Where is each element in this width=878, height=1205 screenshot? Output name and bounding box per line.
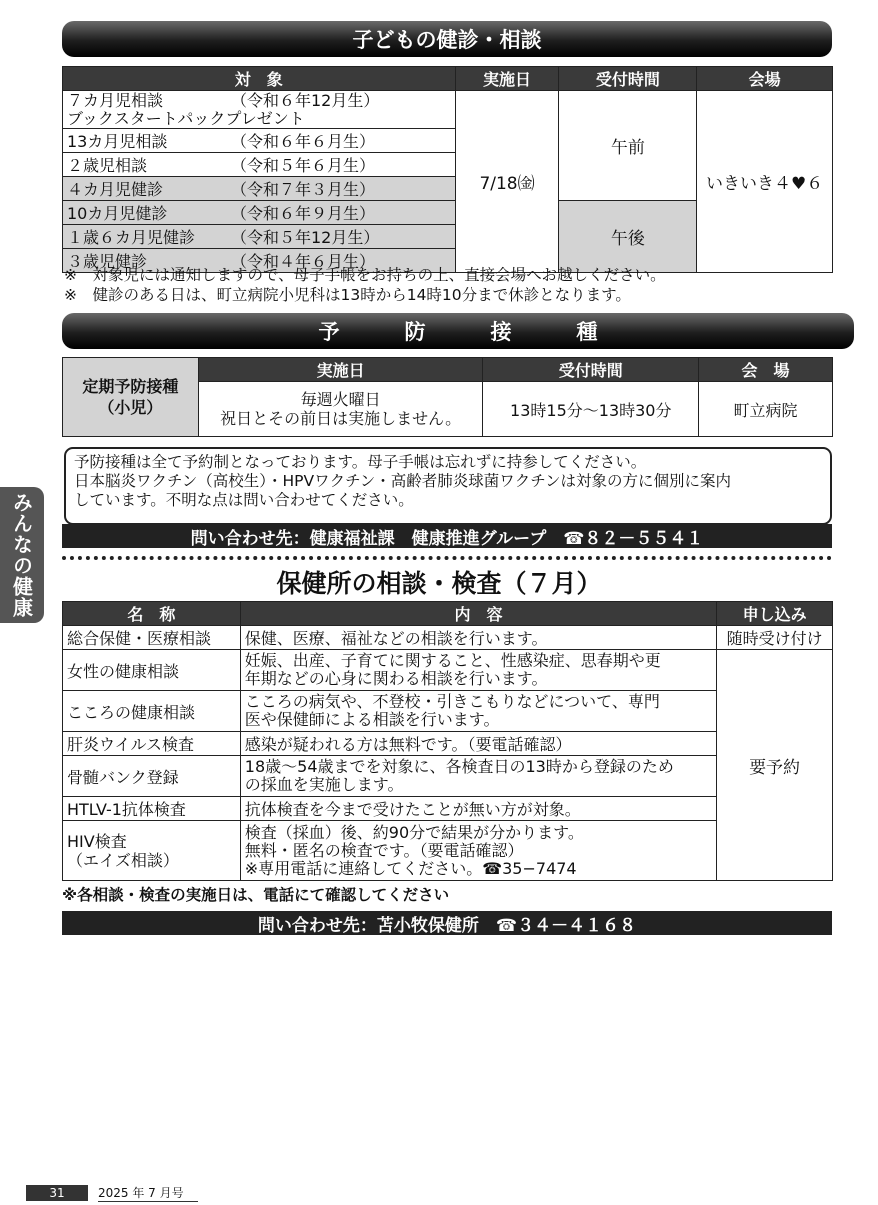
table-row: 女性の健康相談 bbox=[63, 650, 241, 691]
checkups-title: 子どもの健診・相談 bbox=[62, 21, 832, 57]
checkup-date: 7/18㈮ bbox=[455, 91, 559, 273]
header-venue: 会場 bbox=[697, 67, 833, 91]
table-row: 感染が疑われる方は無料です。（要電話確認） bbox=[240, 732, 716, 756]
vac-header-date: 実施日 bbox=[198, 358, 483, 382]
table-row: 18歳～54歳までを対象に、各検査日の13時から登録のため の採血を実施します。 bbox=[240, 756, 716, 797]
health-center-title: 保健所の相談・検査（７月） bbox=[276, 569, 602, 598]
vac-header-time: 受付時間 bbox=[483, 358, 699, 382]
health-center-note: ※各相談・検査の実施日は、電話にて確認してください bbox=[62, 886, 450, 904]
checkup-venue: いきいき４♥６ bbox=[697, 91, 833, 273]
table-row: 抗体検査を今まで受けたことが無い方が対象。 bbox=[240, 797, 716, 821]
table-row: こころの病気や、不登校・引きこもりなどについて、専門 医や保健師による相談を行います。 bbox=[240, 691, 716, 732]
vaccination-date: 毎週火曜日 祝日とその前日は実施しません。 bbox=[198, 382, 483, 437]
apply-reserve: 要予約 bbox=[717, 650, 833, 881]
table-row: 13カ月児相談 （令和６年６月生） bbox=[63, 129, 456, 153]
checkups-table bbox=[62, 66, 833, 273]
vaccination-venue: 町立病院 bbox=[699, 382, 833, 437]
page-number: 31 bbox=[26, 1185, 88, 1201]
table-row: １歳６カ月児健診 （令和５年12月生） bbox=[63, 225, 456, 249]
issue-label: 2025 年 7 月号 bbox=[98, 1184, 198, 1202]
header-target: 対 象 bbox=[63, 67, 456, 91]
table-row: ２歳児相談 （令和５年６月生） bbox=[63, 153, 456, 177]
table-row: ４カ月児健診 （令和７年３月生） bbox=[63, 177, 456, 201]
table-row: ３歳児健診 （令和４年６月生） bbox=[63, 249, 456, 273]
table-row: 検査（採血）後、約90分で結果が分かります。 無料・匿名の検査です。（要電話確認） ※専用電話に連絡してください。☎35−7474 bbox=[240, 821, 716, 881]
hc-header-content: 内 容 bbox=[240, 602, 716, 626]
vaccination-table bbox=[62, 357, 833, 437]
table-row: 妊娠、出産、子育てに関すること、性感染症、思春期や更 年期などの心身に関わる相談を行います。 bbox=[240, 650, 716, 691]
table-row: 骨髄バンク登録 bbox=[63, 756, 241, 797]
time-afternoon: 午後 bbox=[559, 201, 697, 273]
health-center-table bbox=[62, 601, 833, 881]
apply-anytime: 随時受け付け bbox=[717, 626, 833, 650]
hc-header-name: 名 称 bbox=[63, 602, 241, 626]
vaccination-title: 予 防 接 種 bbox=[62, 313, 854, 349]
header-time: 受付時間 bbox=[559, 67, 697, 91]
table-row: こころの健康相談 bbox=[63, 691, 241, 732]
table-row: 肝炎ウイルス検査 bbox=[63, 732, 241, 756]
health-center-contact: 問い合わせ先：苫小牧保健所 ☎３４－４１６８ bbox=[62, 911, 832, 935]
table-row: HTLV-1抗体検査 bbox=[63, 797, 241, 821]
header-date: 実施日 bbox=[455, 67, 559, 91]
time-morning: 午前 bbox=[559, 91, 697, 201]
vac-header-venue: 会 場 bbox=[699, 358, 833, 382]
vaccination-contact: 問い合わせ先：健康福祉課 健康推進グループ ☎８２－５５４１ bbox=[62, 524, 832, 548]
checkups-note-1: ※ 対象児には通知しますので、母子手帳をお持ちの上、直接会場へお越しください。 bbox=[64, 266, 666, 284]
hc-header-apply: 申し込み bbox=[717, 602, 833, 626]
table-row: 総合保健・医療相談 bbox=[63, 626, 241, 650]
table-row: 10カ月児健診 （令和６年９月生） bbox=[63, 201, 456, 225]
table-row: 保健、医療、福祉などの相談を行います。 bbox=[240, 626, 716, 650]
side-section-tab: みんなの健康 bbox=[0, 487, 44, 623]
vaccination-label: 定期予防接種 （小児） bbox=[63, 358, 199, 437]
table-row: ７カ月児相談 （令和６年12月生） ブックスタートパックプレゼント bbox=[63, 91, 456, 129]
table-row: HIV検査 （エイズ相談） bbox=[63, 821, 241, 881]
section-divider bbox=[62, 556, 832, 560]
page-footer bbox=[26, 1185, 198, 1201]
checkups-note-2: ※ 健診のある日は、町立病院小児科は13時から14時10分まで休診となります。 bbox=[64, 286, 631, 304]
vaccination-notice: 予防接種は全て予約制となっております。母子手帳は忘れずに持参してください。 日本脳炎ワクチン（高校生）・HPVワクチン・高齢者肺炎球菌ワクチンは対象の方に個別に案内 しています。不明な点は問い合わせてください。 bbox=[64, 447, 832, 525]
vaccination-time: 13時15分～13時30分 bbox=[483, 382, 699, 437]
